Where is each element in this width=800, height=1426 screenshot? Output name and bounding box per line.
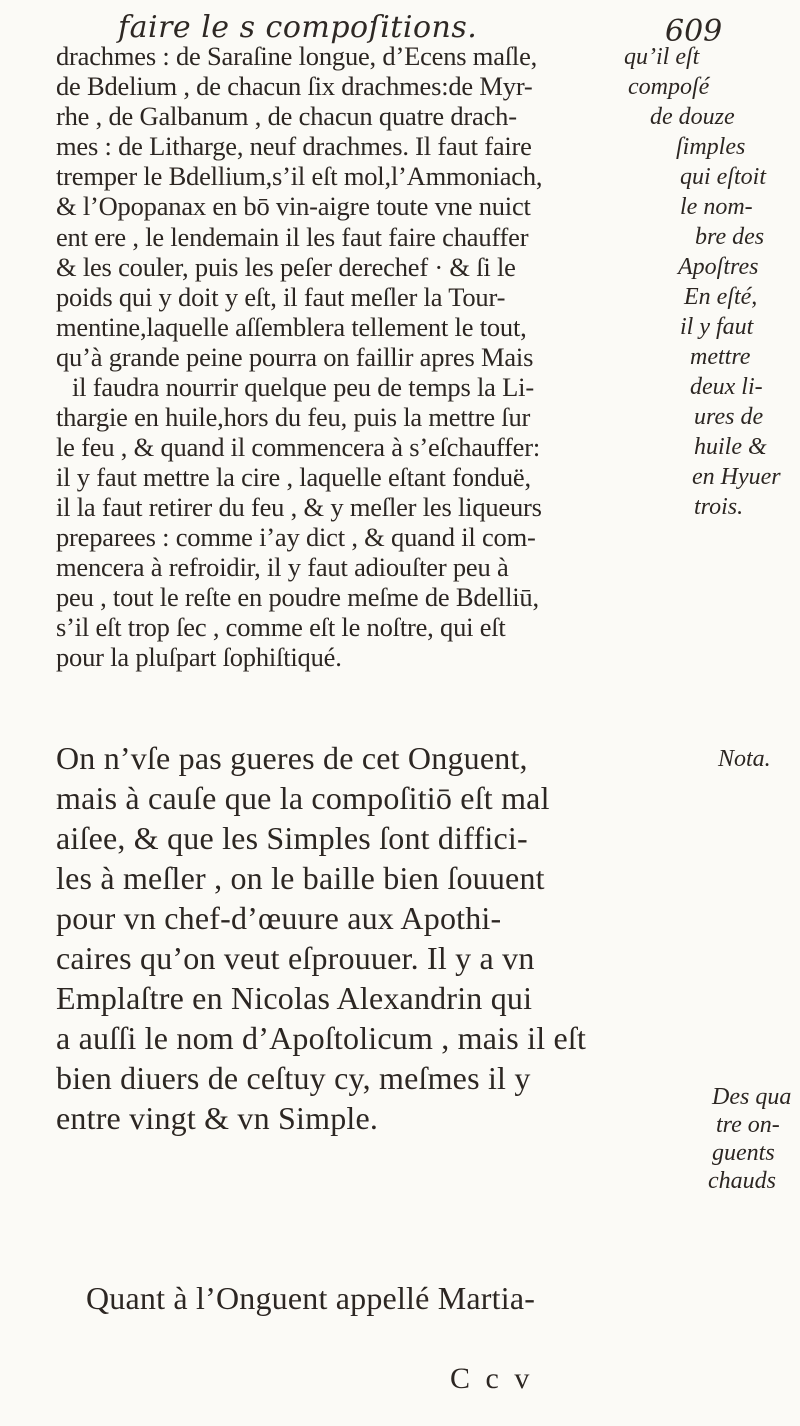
- text-line: qu’à grande peine pourra on faillir apres Mais: [56, 342, 534, 372]
- text-line: thargie en huile,hors du feu, puis la mettre ſur: [56, 402, 531, 432]
- margin-note: compoſé: [628, 74, 710, 100]
- catchword: C c v: [450, 1362, 534, 1395]
- text-line: caires qu’on veut eſprouuer. Il y a vn: [56, 940, 535, 976]
- margin-note: tre on-: [716, 1112, 780, 1138]
- text-line: il faudra nourrir quelque peu de temps la Li-: [72, 372, 534, 402]
- margin-note: il y faut: [680, 314, 754, 340]
- text-line: s’il eſt trop ſec , comme eſt le noſtre, qui eſt: [56, 612, 506, 642]
- text-line: drachmes : de Saraſine longue, d’Ecens maſle,: [56, 41, 538, 71]
- text-line: Emplaſtre en Nicolas Alexandrin qui: [56, 980, 533, 1016]
- margin-note: ures de: [694, 404, 764, 430]
- text-line: & l’Opopanax en bō vin-aigre toute vne nuict: [56, 191, 531, 221]
- margin-note: Nota.: [718, 746, 771, 772]
- text-line: aiſee, & que les Simples ſont diffici-: [56, 820, 528, 856]
- text-line: Quant à l’Onguent appellé Martia-: [86, 1280, 536, 1316]
- margin-note: En eſté,: [684, 284, 758, 310]
- text-line: rhe , de Galbanum , de chacun quatre drach-: [56, 101, 517, 131]
- text-line: mes : de Litharge, neuf drachmes. Il faut faire: [56, 131, 532, 161]
- text-line: tremper le Bdellium,s’il eſt mol,l’Ammoniach,: [56, 161, 543, 191]
- text-line: les à meſler , on le baille bien ſouuent: [56, 860, 545, 896]
- text-line: a auſſi le nom d’Apoſtolicum , mais il eſt: [56, 1020, 587, 1056]
- text-line: il y faut mettre la cire , laquelle eſtant fonduë,: [56, 462, 531, 492]
- text-line: entre vingt & vn Simple.: [56, 1100, 379, 1136]
- text-line: poids qui y doit y eſt, il faut meſler la Tour-: [56, 282, 506, 312]
- text-line: le feu , & quand il commencera à s’eſchauffer:: [56, 432, 541, 462]
- text-line: de Bdelium , de chacun ſix drachmes:de Myr-: [56, 71, 533, 101]
- text-line: mais à cauſe que la compoſitiō eſt mal: [56, 780, 550, 816]
- text-line: mentine,laquelle aſſemblera tellement le tout,: [56, 312, 527, 342]
- text-line: peu , tout le reſte en poudre meſme de Bdelliū,: [56, 582, 539, 612]
- margin-note: qui eſtoit: [680, 164, 766, 190]
- running-head: faire le s compoſitions.: [118, 10, 478, 45]
- text-line: pour la pluſpart ſophiſtiqué.: [56, 642, 342, 672]
- margin-note: mettre: [690, 344, 751, 370]
- margin-note: bre des: [695, 224, 765, 250]
- margin-note: deux li-: [690, 374, 763, 400]
- margin-note: qu’il eſt: [624, 44, 700, 70]
- margin-note: Des qua: [712, 1084, 792, 1110]
- text-line: ent ere , le lendemain il les faut faire chauffer: [56, 222, 529, 252]
- margin-note: guents: [712, 1140, 775, 1166]
- text-line: preparees : comme i’ay dict , & quand il com-: [56, 522, 536, 552]
- text-line: il la faut retirer du feu , & y meſler les liqueurs: [56, 492, 542, 522]
- margin-note: de douze: [650, 104, 735, 130]
- text-line: & les couler, puis les peſer derechef · & ſi le: [56, 252, 516, 282]
- text-line: mencera à refroidir, il y faut adiouſter peu à: [56, 552, 509, 582]
- margin-note: le nom-: [680, 194, 753, 220]
- text-line: pour vn chef-d’œuure aux Apothi-: [56, 900, 502, 936]
- margin-note: en Hyuer: [692, 464, 781, 490]
- margin-note: trois.: [694, 494, 744, 520]
- page-number: 609: [665, 14, 723, 49]
- margin-note: Apoſtres: [678, 254, 759, 280]
- margin-note: ſimples: [676, 134, 746, 160]
- text-line: On n’vſe pas gueres de cet Onguent,: [56, 740, 528, 776]
- margin-note: huile &: [694, 434, 767, 460]
- text-line: bien diuers de ceſtuy cy, meſmes il y: [56, 1060, 531, 1096]
- margin-note: chauds: [708, 1168, 776, 1194]
